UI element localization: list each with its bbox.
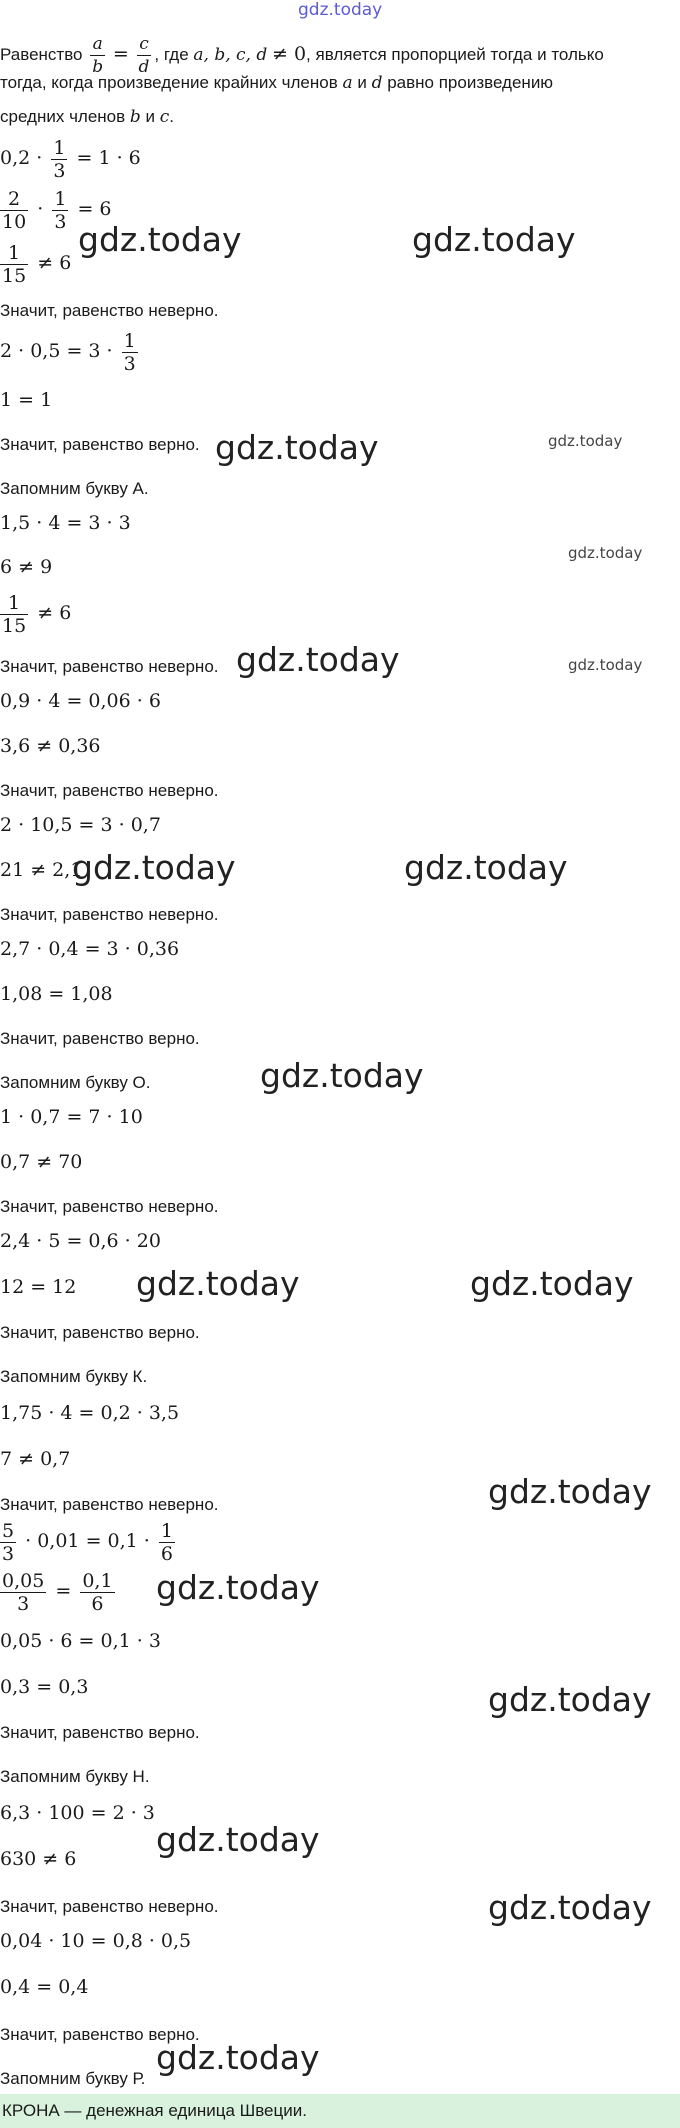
fraction: $\frac{1}{6}$ <box>160 1519 173 1565</box>
conclusion: Значит, равенство верно. <box>0 435 200 454</box>
watermark: gdz.today <box>470 1264 634 1303</box>
equation: $\frac{0,05}{3}$ = $\frac{0,1}{6}$ <box>2 1569 113 1615</box>
equation: 2,7 · 0,4 = 3 · 0,36 <box>0 938 180 960</box>
remember-letter: Запомним букву Р. <box>0 2069 146 2088</box>
watermark: gdz.today <box>78 220 242 259</box>
conclusion: Значит, равенство верно. <box>0 1723 200 1742</box>
fraction: $\frac{0,05}{3}$ <box>2 1569 45 1615</box>
watermark: gdz.today <box>548 432 623 450</box>
equation: 2 · 0,5 = 3 · $\frac{1}{3}$ <box>0 329 136 375</box>
fraction-a-b: $\frac{a}{b}$ <box>92 34 104 78</box>
conclusion: Значит, равенство неверно. <box>0 301 219 320</box>
watermark: gdz.today <box>488 1680 652 1719</box>
watermark: gdz.today <box>72 848 236 887</box>
equation: 2,4 · 5 = 0,6 · 20 <box>0 1230 161 1252</box>
answer-text: КРОНА — денежная единица Швеции. <box>2 2101 307 2120</box>
intro-line-2: тогда, когда произведение крайних членов a и d равно произведению <box>0 73 554 93</box>
equation: 7 ≠ 0,7 <box>0 1448 71 1470</box>
fraction-c-d: $\frac{c}{d}$ <box>138 34 150 78</box>
equation: $\frac{5}{3}$ · 0,01 = 0,1 · $\frac{1}{6}$ <box>2 1519 173 1565</box>
watermark: gdz.today <box>488 1888 652 1927</box>
equation: 1 = 1 <box>0 389 53 411</box>
conclusion: Значит, равенство неверно. <box>0 1897 219 1916</box>
equation: 6 ≠ 9 <box>0 556 53 578</box>
remember-letter: Запомним букву Н. <box>0 1767 150 1786</box>
remember-letter: Запомним букву К. <box>0 1367 148 1386</box>
watermark-top: gdz.today <box>298 0 383 20</box>
conclusion: Значит, равенство неверно. <box>0 905 219 924</box>
watermark: gdz.today <box>215 428 379 467</box>
conclusion: Значит, равенство неверно. <box>0 1495 219 1514</box>
intro-text: Равенство <box>0 45 83 64</box>
watermark: gdz.today <box>568 656 643 674</box>
conclusion: Значит, равенство неверно. <box>0 657 219 676</box>
fraction: $\frac{1}{15}$ <box>2 591 27 637</box>
equation: 6,3 · 100 = 2 · 3 <box>0 1802 155 1824</box>
watermark: gdz.today <box>488 1472 652 1511</box>
conclusion: Значит, равенство неверно. <box>0 781 219 800</box>
watermark: gdz.today <box>404 848 568 887</box>
equation: 12 = 12 <box>0 1276 77 1298</box>
equation: 0,05 · 6 = 0,1 · 3 <box>0 1630 161 1652</box>
watermark: gdz.today <box>136 1264 300 1303</box>
equation: 3,6 ≠ 0,36 <box>0 735 101 757</box>
conclusion: Значит, равенство верно. <box>0 1323 200 1342</box>
equation: 0,7 ≠ 70 <box>0 1151 83 1173</box>
watermark: gdz.today <box>236 640 400 679</box>
equation: 1,5 · 4 = 3 · 3 <box>0 512 131 534</box>
equation: $\frac{1}{15}$ ≠ 6 <box>2 241 72 287</box>
remember-letter: Запомним букву О. <box>0 1073 151 1092</box>
fraction: $\frac{1}{3}$ <box>54 187 67 233</box>
equation: 0,4 = 0,4 <box>0 1976 89 1998</box>
fraction: $\frac{1}{3}$ <box>53 136 66 182</box>
equation: 1,08 = 1,08 <box>0 983 113 1005</box>
watermark: gdz.today <box>156 1820 320 1859</box>
equation: 0,3 = 0,3 <box>0 1676 89 1698</box>
remember-letter: Запомним букву А. <box>0 479 149 498</box>
equation: 1,75 · 4 = 0,2 · 3,5 <box>0 1402 180 1424</box>
fraction: $\frac{2}{10}$ <box>2 187 27 233</box>
equation: $\frac{2}{10}$ · $\frac{1}{3}$ = 6 <box>2 187 112 233</box>
equation: 0,04 · 10 = 0,8 · 0,5 <box>0 1930 192 1952</box>
fraction: $\frac{1}{3}$ <box>123 329 136 375</box>
answer-banner <box>0 2094 680 2128</box>
watermark: gdz.today <box>260 1056 424 1095</box>
intro-line-1: Равенство $\frac{a}{b}$ = $\frac{c}{d}$ , где a, b, c, d ≠ 0, является пропорцией тогда и только <box>0 34 604 78</box>
conclusion: Значит, равенство неверно. <box>0 1197 219 1216</box>
fraction: $\frac{1}{15}$ <box>2 241 27 287</box>
equation: 1 · 0,7 = 7 · 10 <box>0 1106 143 1128</box>
equation: $\frac{1}{15}$ ≠ 6 <box>2 591 72 637</box>
equation: 0,9 · 4 = 0,06 · 6 <box>0 690 161 712</box>
equation: 21 ≠ 2,1 <box>0 859 83 881</box>
equation: 0,2 · $\frac{1}{3}$ = 1 · 6 <box>0 136 141 182</box>
conclusion: Значит, равенство верно. <box>0 1029 200 1048</box>
watermark: gdz.today <box>568 544 643 562</box>
intro-line-3: средних членов b и c. <box>0 107 175 127</box>
equation: 630 ≠ 6 <box>0 1848 77 1870</box>
watermark: gdz.today <box>156 1568 320 1607</box>
conclusion: Значит, равенство верно. <box>0 2025 200 2044</box>
watermark: gdz.today <box>156 2038 320 2077</box>
fraction: $\frac{5}{3}$ <box>2 1519 15 1565</box>
watermark: gdz.today <box>412 220 576 259</box>
equation: 2 · 10,5 = 3 · 0,7 <box>0 814 161 836</box>
fraction: $\frac{0,1}{6}$ <box>82 1569 113 1615</box>
